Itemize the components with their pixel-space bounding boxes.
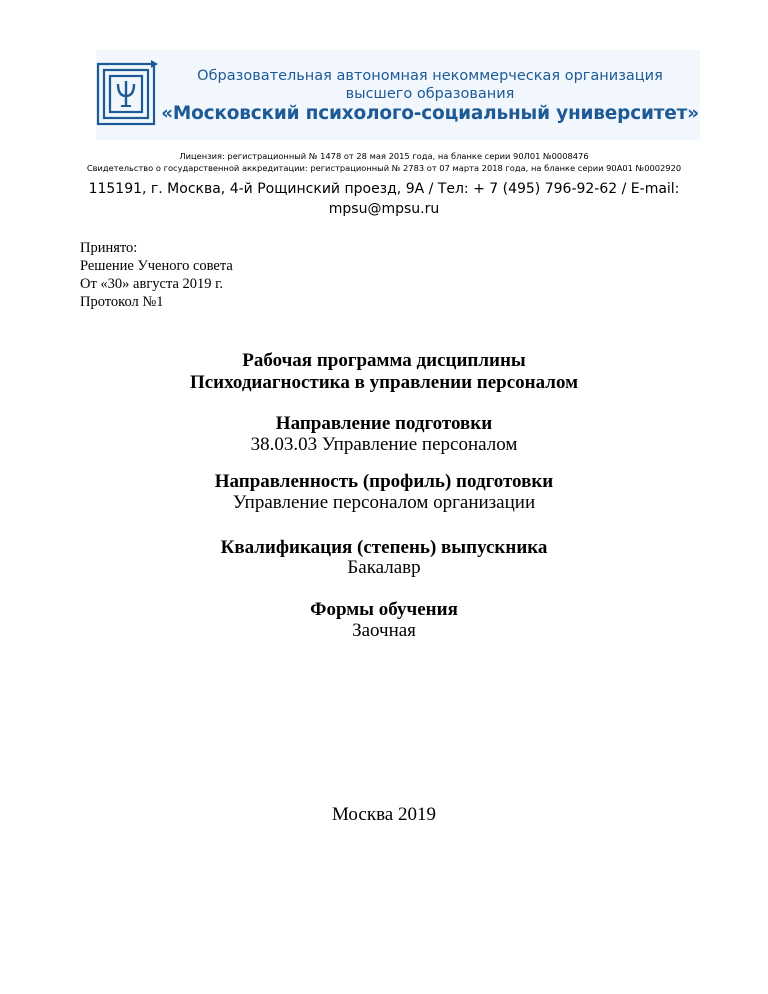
qualification-label: Квалификация (степень) выпускника — [220, 537, 548, 558]
direction-value: 38.03.03 Управление персоналом — [250, 434, 518, 455]
email-line: mpsu@mpsu.ru — [328, 201, 440, 217]
profile-value: Управление персоналом организации — [232, 492, 536, 513]
org-name-line1: Образовательная автономная некоммерческая организация — [197, 68, 663, 84]
program-title: Рабочая программа дисциплины — [242, 350, 526, 371]
qualification-value: Бакалавр — [347, 557, 421, 578]
license-line: Лицензия: регистрационный № 1478 от 28 мая 2015 года, на бланке серии 90Л01 №0008476 — [179, 151, 589, 161]
acceptance-decision: Решение Ученого совета — [80, 258, 233, 274]
acceptance-title: Принято: — [80, 240, 138, 256]
psi-logo-icon — [96, 60, 158, 128]
profile-label: Направленность (профиль) подготовки — [214, 471, 554, 492]
acceptance-protocol: Протокол №1 — [80, 294, 164, 310]
study-form-value: Заочная — [352, 620, 416, 641]
city-year: Москва 2019 — [332, 804, 436, 825]
org-name-line2: высшего образования — [345, 86, 515, 102]
university-name: «Московский психолого-социальный университет» — [161, 103, 699, 124]
discipline-name: Психодиагностика в управлении персоналом — [189, 372, 579, 393]
address-line: 115191, г. Москва, 4-й Рощинский проезд, 9А / Тел: + 7 (495) 796-92-62 / E-mail: — [88, 181, 680, 197]
acceptance-date: От «30» августа 2019 г. — [80, 276, 224, 292]
accreditation-line: Свидетельство о государственной аккредитации: регистрационный № 2783 от 07 марта 2018 года, на бланке серии 90А01 №0002920 — [86, 163, 682, 173]
study-form-label: Формы обучения — [310, 599, 458, 620]
direction-label: Направление подготовки — [275, 413, 493, 434]
acceptance-block — [80, 239, 233, 311]
